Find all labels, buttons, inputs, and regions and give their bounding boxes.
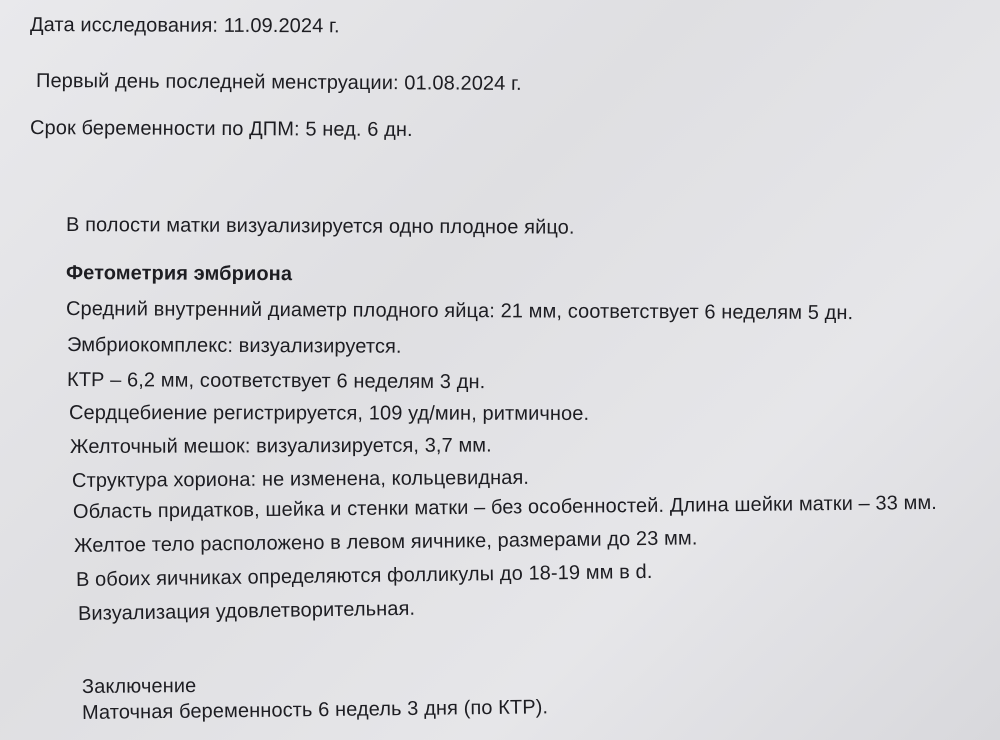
finding-line: Область придатков, шейка и стенки матки – без особенностей. Длина шейки матки – 33 мм.: [72, 491, 938, 523]
findings-intro: В полости матки визуализируется одно плодное яйцо.: [65, 214, 575, 239]
section-title: Фетометрия эмбриона: [65, 262, 293, 286]
finding-line: Эмбриокомплекс: визуализируется.: [66, 334, 402, 358]
finding-line: Средний внутренний диаметр плодного яйца: 21 мм, соответствует 6 неделям 5 дн.: [65, 298, 854, 325]
finding-line: Желтое тело расположено в левом яичнике, размерами до 23 мм.: [73, 527, 698, 557]
finding-line: Сердцебиение регистрируется, 109 уд/мин, ритмичное.: [68, 402, 590, 425]
finding-line: Структура хориона: не изменена, кольцевидная.: [71, 466, 530, 492]
exam-date: Дата исследования: 11.09.2024 г.: [29, 14, 340, 38]
last-menstruation-date: Первый день последней менструации: 01.08.2024 г.: [35, 70, 522, 95]
finding-line: КТР – 6,2 мм, соответствует 6 неделям 3 дн.: [66, 369, 486, 394]
finding-line: Визуализация удовлетворительная.: [77, 597, 416, 625]
conclusion-text: Маточная беременность 6 недель 3 дня (по КТР).: [81, 696, 549, 724]
finding-line: Желточный мешок: визуализируется, 3,7 мм.: [69, 434, 492, 458]
conclusion-title: Заключение: [81, 675, 197, 698]
gestation-by-lmp: Срок беременности по ДПМ: 5 нед. 6 дн.: [29, 117, 413, 142]
finding-line: В обоих яичниках определяются фолликулы до 18-19 мм в d.: [75, 560, 653, 591]
